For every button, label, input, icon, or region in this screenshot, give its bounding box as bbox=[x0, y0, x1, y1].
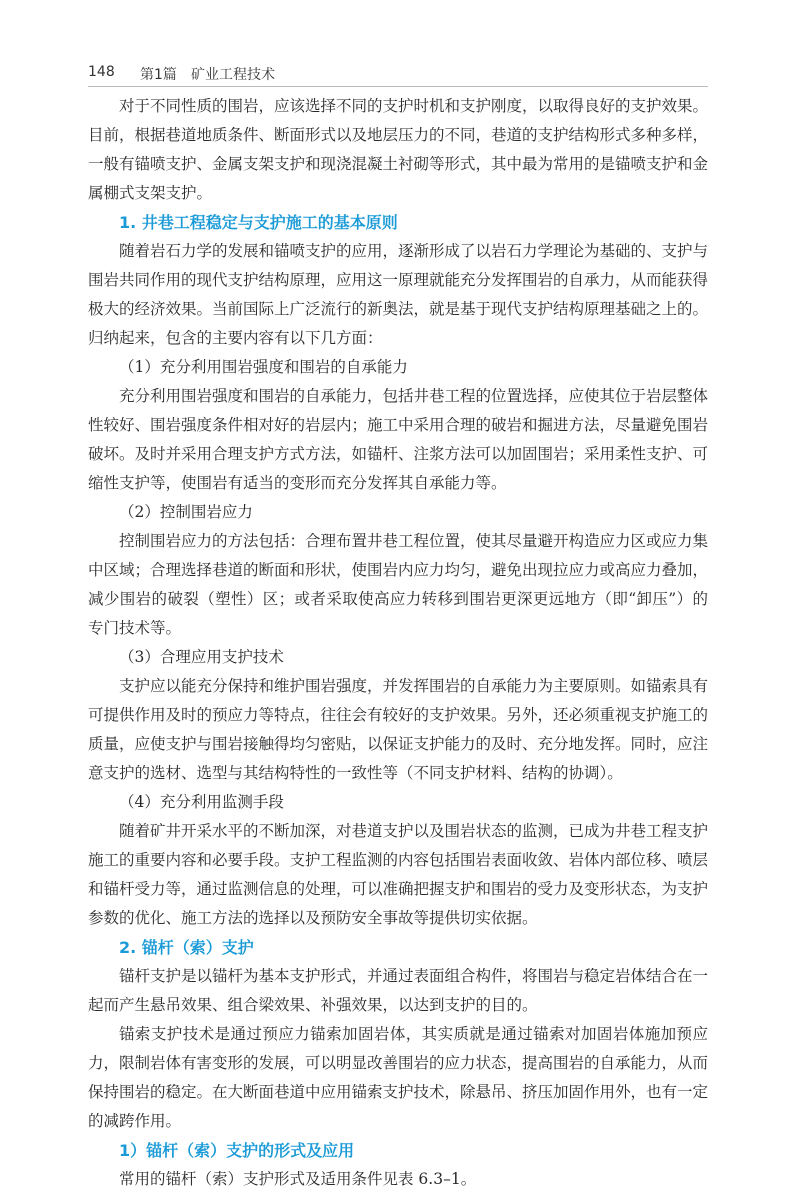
part-label: 第1篇 bbox=[140, 67, 177, 83]
paragraph-anchor-1: 锚杆支护是以锚杆为基本支护形式，并通过表面组合构件，将围岩与稳定岩体结合在一起而产生悬吊效果、组合梁效果、补强效果，以达到支护的目的。 bbox=[88, 967, 709, 1014]
paragraph-4: 随着矿井开采水平的不断加深，对巷道支护以及围岩状态的监测，已成为井巷工程支护施工的重要内容和必要手段。支护工程监测的内容包括围岩表面收敛、岩体内部位移、喷层和锚杆受力等，通过监测信息的处理，可以准确把握支护和围岩的受力及变形状态，为支护参数的优化、施工方法的选择以及预防安全事故等提供切实依据。 bbox=[88, 822, 709, 927]
page-number: 148 bbox=[88, 64, 115, 80]
paragraph-forms: 常用的锚杆（索）支护形式及适用条件见表 6.3–1。 bbox=[119, 1170, 477, 1188]
paragraph-intro: 对于不同性质的围岩，应该选择不同的支护时机和支护刚度，以取得良好的支护效果。目前，根据巷道地质条件、断面形式以及地层压力的不同，巷道的支护结构形式多种多样，一般有锚喷支护、金属支架支护和现浇混凝土衬砌等形式，其中最为常用的是锚喷支护和金属棚式支架支护。 bbox=[88, 97, 709, 202]
paragraph-1: 充分利用围岩强度和围岩的自承能力，包括井巷工程的位置选择，应使其位于岩层整体性较好、围岩强度条件相对好的岩层内；施工中采用合理的破岩和掘进方法，尽量避免围岩破坏。及时并采用合理支护方式方法，如锚杆、注浆方法可以加固围岩；采用柔性支护、可缩性支护等，使围岩有适当的变形而充分发挥其自承能力等。 bbox=[88, 387, 709, 492]
subheading-1: （1）充分利用围岩强度和围岩的自承能力 bbox=[119, 358, 408, 376]
page-body bbox=[88, 92, 708, 1194]
section-heading-principles: 1. 井巷工程稳定与支护施工的基本原则 bbox=[119, 213, 398, 232]
subheading-2: （2）控制围岩应力 bbox=[119, 503, 253, 521]
paragraph-anchor-2: 锚索支护技术是通过预应力锚索加固岩体，其实质就是通过锚索对加固岩体施加预应力，限制岩体有害变形的发展，可以明显改善围岩的应力状态，提高围岩的自承能力，从而保持围岩的稳定。在大断面巷道中应用锚索支护技术，除悬吊、挤压加固作用外，也有一定的减跨作用。 bbox=[88, 1025, 709, 1130]
section-heading-anchor: 2. 锚杆（索）支护 bbox=[119, 938, 254, 957]
header-divider bbox=[88, 86, 708, 87]
section-heading-forms: 1）锚杆（索）支护的形式及应用 bbox=[119, 1141, 355, 1160]
page-header bbox=[88, 62, 708, 88]
paragraph-2: 控制围岩应力的方法包括：合理布置井巷工程位置，使其尽量避开构造应力区或应力集中区域；合理选择巷道的断面和形状，使围岩内应力均匀，避免出现拉应力或高应力叠加，减少围岩的破裂（塑性）区；或者采取使高应力转移到围岩更深更远地方（即“卸压”）的专门技术等。 bbox=[88, 532, 709, 637]
subheading-4: （4）充分利用监测手段 bbox=[119, 793, 284, 811]
part-title: 矿业工程技术 bbox=[191, 67, 275, 83]
paragraph-principles: 随着岩石力学的发展和锚喷支护的应用，逐渐形成了以岩石力学理论为基础的、支护与围岩共同作用的现代支护结构原理，应用这一原理就能充分发挥围岩的自承力，从而能获得极大的经济效果。当前国际上广泛流行的新奥法，就是基于现代支护结构原理基础之上的。归纳起来，包含的主要内容有以下几方面： bbox=[88, 242, 709, 347]
paragraph-3: 支护应以能充分保持和维护围岩强度，并发挥围岩的自承能力为主要原则。如锚索具有可提供作用及时的预应力等特点，往往会有较好的支护效果。另外，还必须重视支护施工的质量，应使支护与围岩接触得均匀密贴，以保证支护能力的及时、充分地发挥。同时，应注意支护的选材、选型与其结构特性的一致性等（不同支护材料、结构的协调）。 bbox=[88, 677, 709, 782]
subheading-3: （3）合理应用支护技术 bbox=[119, 648, 284, 666]
